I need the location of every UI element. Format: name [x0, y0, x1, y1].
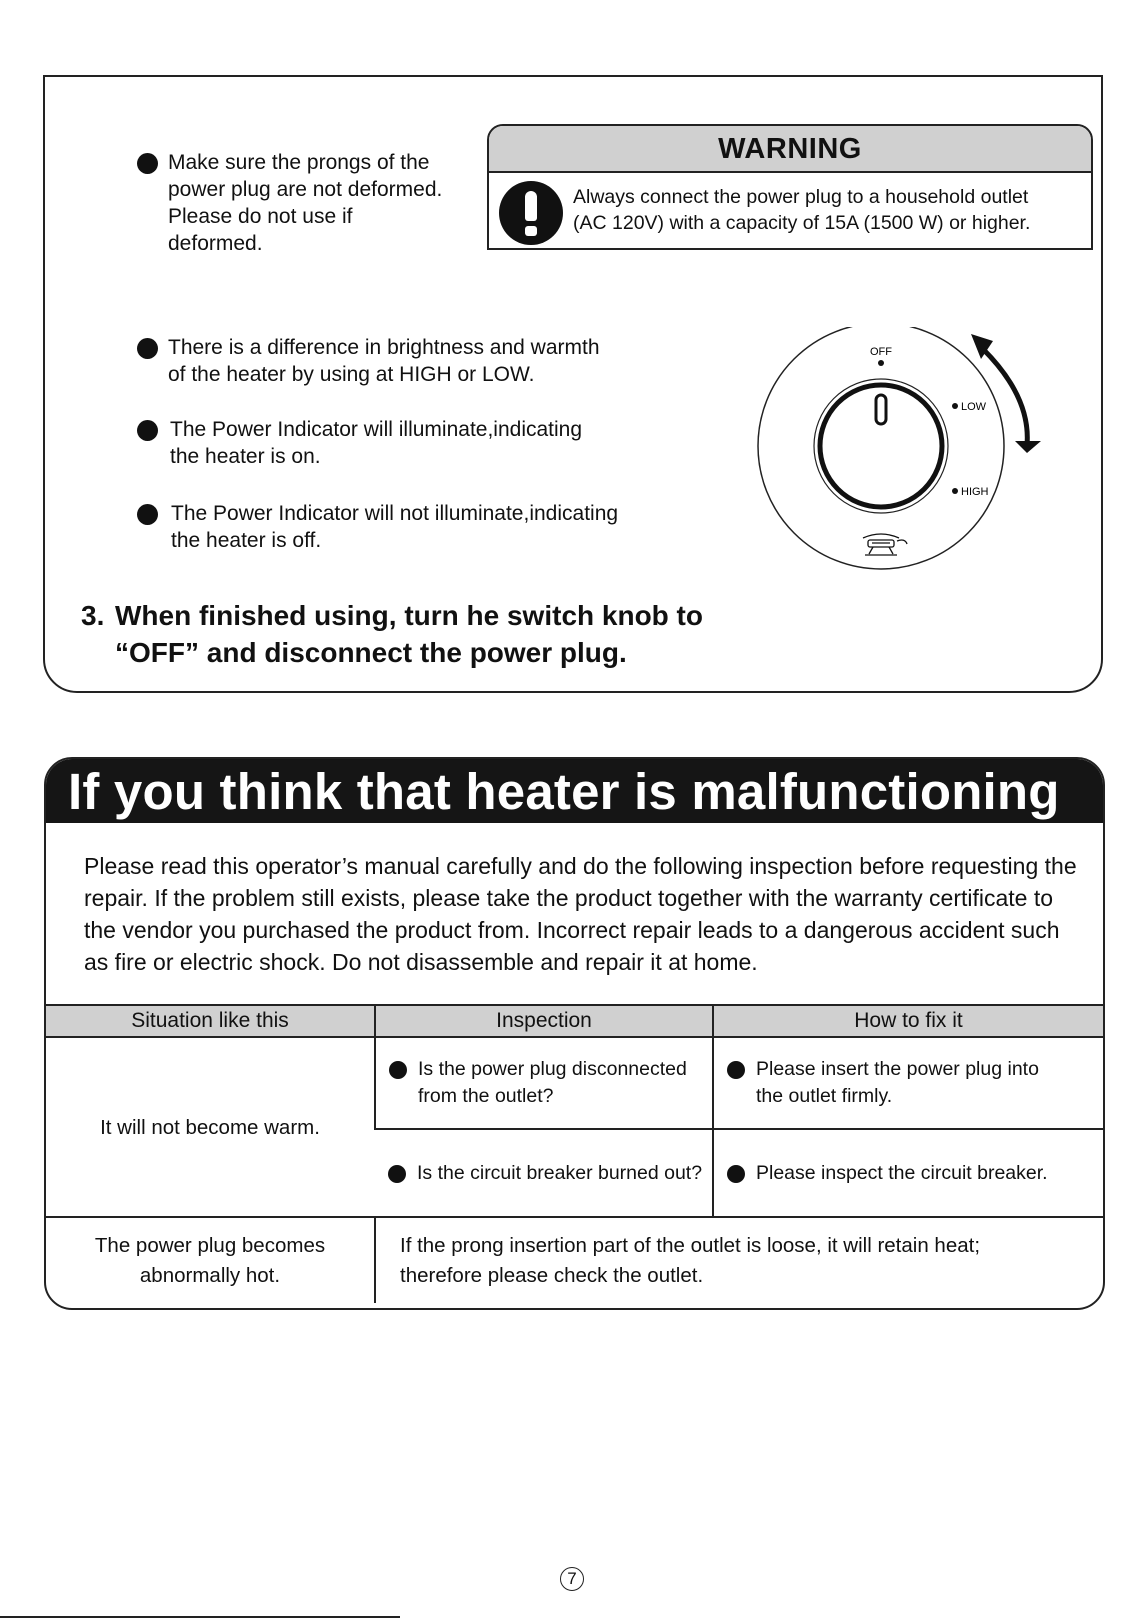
bullet-dot-icon — [388, 1165, 406, 1183]
column-header-fix: How to fix it — [713, 1005, 1103, 1037]
step-line: “OFF” and disconnect the power plug. — [115, 637, 627, 668]
step-line: When finished using, turn he switch knob to — [115, 600, 703, 631]
rotation-arrow-curve — [983, 349, 1027, 445]
bullet-brightness — [168, 334, 600, 388]
inspection-cell — [375, 1129, 713, 1217]
situation-line: The power plug becomes — [94, 1233, 326, 1257]
bullet-indicator-off — [171, 500, 618, 554]
inspection-cell — [375, 1037, 713, 1129]
bullet-line: of the heater by using at HIGH or LOW. — [168, 363, 535, 386]
inspection-line: Is the power plug disconnected — [418, 1058, 687, 1080]
bullet-line: power plug are not deformed. — [168, 178, 443, 201]
bullet-line: deformed. — [168, 232, 263, 255]
situation-cell — [46, 1217, 375, 1303]
bullet-line: the heater is on. — [170, 445, 321, 468]
knob-label-off: OFF — [870, 346, 892, 358]
footer-rule — [0, 1616, 400, 1618]
inspection-line: from the outlet? — [418, 1085, 554, 1107]
arrow-down-head-icon — [1015, 441, 1041, 453]
table-row — [46, 1037, 1103, 1129]
troubleshooting-panel — [44, 757, 1105, 1310]
note-line: If the prong insertion part of the outlet is loose, it will retain heat; — [400, 1233, 981, 1257]
exclamation-icon — [499, 181, 563, 245]
situation-line: abnormally hot. — [139, 1263, 281, 1287]
bullet-line: Make sure the prongs of the — [168, 151, 430, 174]
bullet-prongs — [168, 149, 442, 257]
final-step — [81, 597, 703, 671]
heater-emblem-icon — [863, 534, 907, 555]
high-mark-dot — [952, 488, 958, 494]
bullet-dot-icon — [137, 338, 158, 359]
step-number: 3. — [81, 600, 105, 631]
bullet-line: The Power Indicator will not illuminate,indicating — [171, 502, 619, 525]
note-line: therefore please check the outlet. — [400, 1263, 704, 1287]
situation-cell: It will not become warm. — [46, 1037, 375, 1217]
off-mark-dot — [878, 360, 884, 366]
warning-line: (AC 120V) with a capacity of 15A (1500 W) or higher. — [573, 212, 1031, 234]
usage-panel — [43, 75, 1103, 693]
fix-line: Please insert the power plug into — [756, 1058, 1039, 1080]
bullet-indicator-on — [170, 416, 582, 470]
bullet-line: the heater is off. — [171, 529, 322, 552]
bullet-dot-icon — [137, 420, 158, 441]
low-mark-dot — [952, 403, 958, 409]
bullet-dot-icon — [727, 1165, 745, 1183]
bullet-dot-icon — [389, 1061, 407, 1079]
knob-label-low: LOW — [961, 401, 987, 413]
bullet-line: There is a difference in brightness and warmth — [168, 336, 600, 359]
knob-pointer — [876, 395, 886, 424]
troubleshooting-table — [46, 1004, 1103, 1303]
warning-box — [487, 124, 1093, 250]
inspection-line: Is the circuit breaker burned out? — [417, 1161, 703, 1184]
bullet-line: The Power Indicator will illuminate,indicating — [170, 418, 583, 441]
bullet-dot-icon — [137, 153, 158, 174]
fix-cell — [713, 1037, 1103, 1129]
bullet-dot-icon — [727, 1061, 745, 1079]
note-cell — [375, 1217, 1103, 1303]
switch-knob-diagram — [735, 327, 1065, 587]
warning-title: WARNING — [489, 126, 1091, 173]
table-row — [46, 1217, 1103, 1303]
warning-line: Always connect the power plug to a household outlet — [573, 186, 1029, 208]
column-header-inspection: Inspection — [375, 1005, 713, 1037]
troubleshooting-intro: Please read this operator’s manual carefully and do the following inspection before requesting the repair. If the problem still exists, please take the product together with the warranty certificate to the vendor you purchased the product from. Incorrect repair leads to a dangerous accident such as fire or electric shock. Do not disassemble and repair it at home. — [84, 853, 1077, 975]
fix-line: the outlet firmly. — [756, 1085, 893, 1107]
bullet-line: Please do not use if — [168, 205, 353, 228]
fix-cell — [713, 1129, 1103, 1217]
troubleshooting-title: If you think that heater is malfunctioning — [46, 759, 1103, 823]
column-header-situation: Situation like this — [46, 1005, 375, 1037]
knob-label-high: HIGH — [961, 486, 989, 498]
warning-text — [573, 184, 1030, 236]
page-number: 7 — [560, 1567, 584, 1591]
bullet-dot-icon — [137, 504, 158, 525]
fix-line: Please inspect the circuit breaker. — [756, 1161, 1048, 1184]
